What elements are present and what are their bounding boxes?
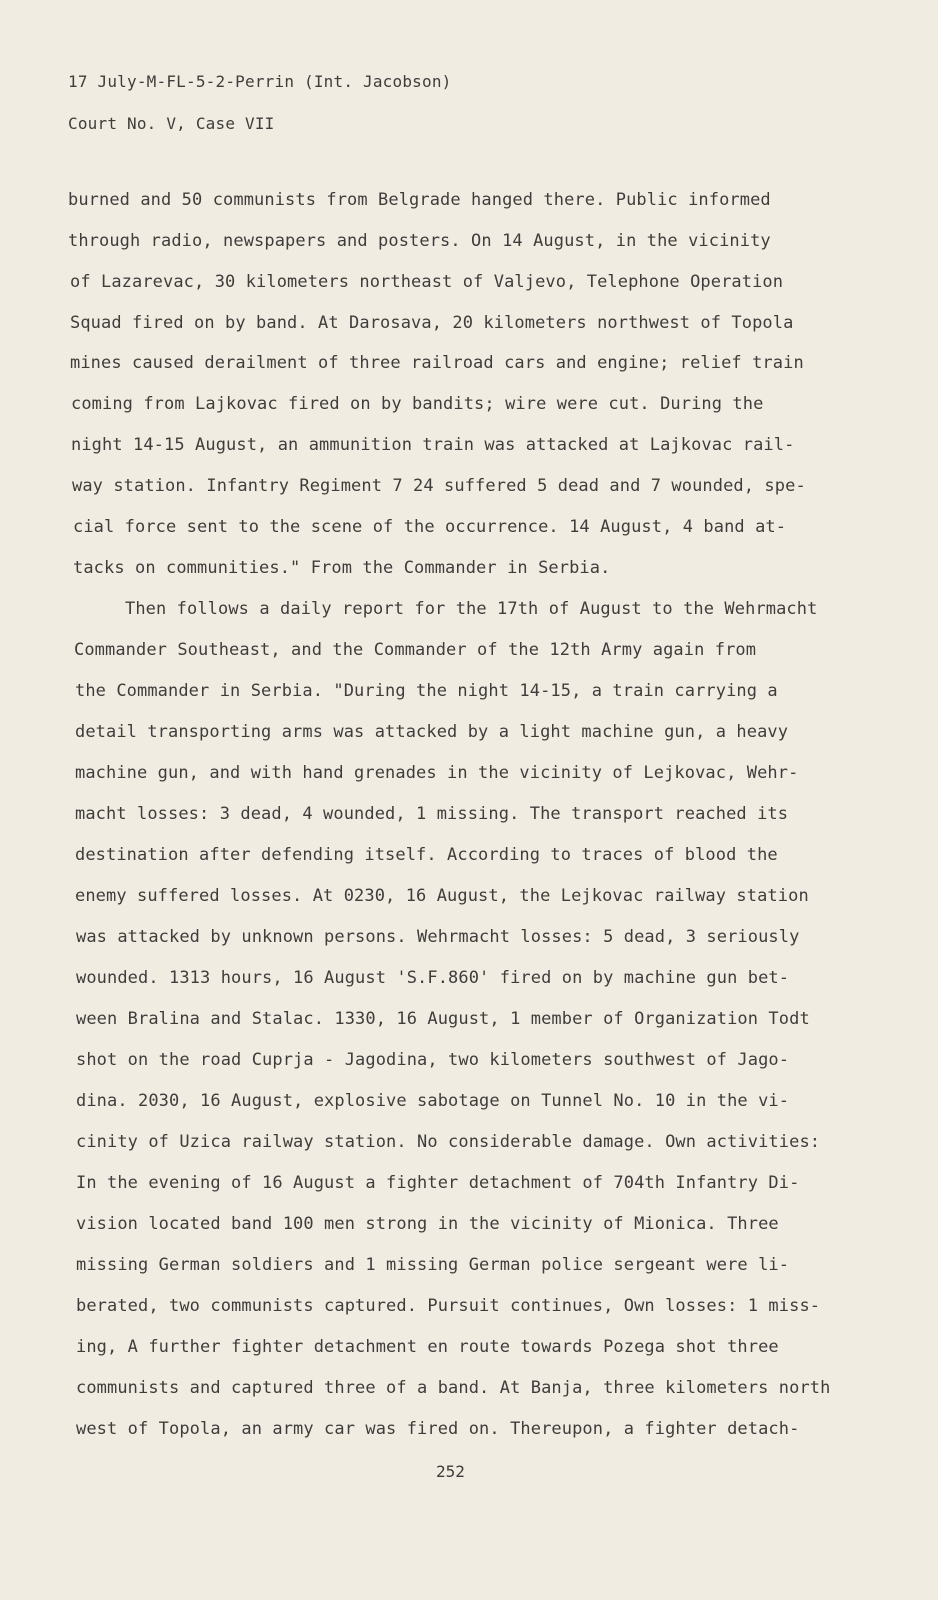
body-line: machine gun, and with hand grenades in the vicinity of Lejkovac, Wehr- — [75, 763, 799, 783]
body-line: missing German soldiers and 1 missing German police sergeant were li- — [76, 1255, 790, 1275]
body-line: In the evening of 16 August a fighter detachment of 704th Infantry Di- — [76, 1173, 800, 1193]
body-line: dina. 2030, 16 August, explosive sabotage on Tunnel No. 10 in the vi- — [76, 1091, 790, 1111]
body-line: was attacked by unknown persons. Wehrmacht losses: 5 dead, 3 seriously — [76, 927, 800, 947]
body-line: macht losses: 3 dead, 4 wounded, 1 missing. The transport reached its — [75, 804, 789, 824]
body-line: cial force sent to the scene of the occurrence. 14 August, 4 band at- — [73, 517, 787, 537]
body-line: cinity of Uzica railway station. No considerable damage. Own activities: — [76, 1132, 821, 1152]
header-court: Court No. V, Case VII — [68, 114, 275, 133]
page-number: 252 — [436, 1462, 465, 1481]
body-line: ing, A further fighter detachment en route towards Pozega shot three — [76, 1337, 779, 1357]
body-line: detail transporting arms was attacked by a light machine gun, a heavy — [75, 722, 789, 742]
body-line: mines caused derailment of three railroad cars and engine; relief train — [70, 353, 804, 373]
body-line: of Lazarevac, 30 kilometers northeast of Valjevo, Telephone Operation — [70, 272, 784, 292]
body-line: Then follows a daily report for the 17th of August to the Wehrmacht — [125, 599, 818, 619]
body-line: night 14-15 August, an ammunition train was attacked at Lajkovac rail- — [71, 435, 795, 455]
body-line: destination after defending itself. According to traces of blood the — [75, 845, 778, 865]
body-line: the Commander in Serbia. "During the night 14-15, a train carrying a — [75, 681, 778, 701]
body-line: communists and captured three of a band. At Banja, three kilometers north — [76, 1378, 831, 1398]
body-line: west of Topola, an army car was fired on. Thereupon, a fighter detach- — [76, 1419, 800, 1439]
body-line: Squad fired on by band. At Darosava, 20 kilometers northwest of Topola — [70, 313, 794, 333]
body-line: tacks on communities." From the Commander in Serbia. — [73, 558, 611, 578]
body-line: coming from Lajkovac fired on by bandits; wire were cut. During the — [71, 394, 764, 414]
header-reference: 17 July-M-FL-5-2-Perrin (Int. Jacobson) — [68, 72, 452, 91]
body-line: way station. Infantry Regiment 7 24 suffered 5 dead and 7 wounded, spe- — [72, 476, 806, 496]
body-line: wounded. 1313 hours, 16 August 'S.F.860' fired on by machine gun bet- — [76, 968, 790, 988]
body-line: vision located band 100 men strong in the vicinity of Mionica. Three — [76, 1214, 779, 1234]
body-line: through radio, newspapers and posters. On 14 August, in the vicinity — [68, 231, 771, 251]
body-line: burned and 50 communists from Belgrade hanged there. Public informed — [68, 190, 771, 210]
body-line: ween Bralina and Stalac. 1330, 16 August, 1 member of Organization Todt — [76, 1009, 810, 1029]
body-line: berated, two communists captured. Pursuit continues, Own losses: 1 miss- — [76, 1296, 821, 1316]
body-line: Commander Southeast, and the Commander of the 12th Army again from — [74, 640, 757, 660]
body-line: enemy suffered losses. At 0230, 16 August, the Lejkovac railway station — [75, 886, 809, 906]
body-line: shot on the road Cuprja - Jagodina, two kilometers southwest of Jago- — [76, 1050, 790, 1070]
